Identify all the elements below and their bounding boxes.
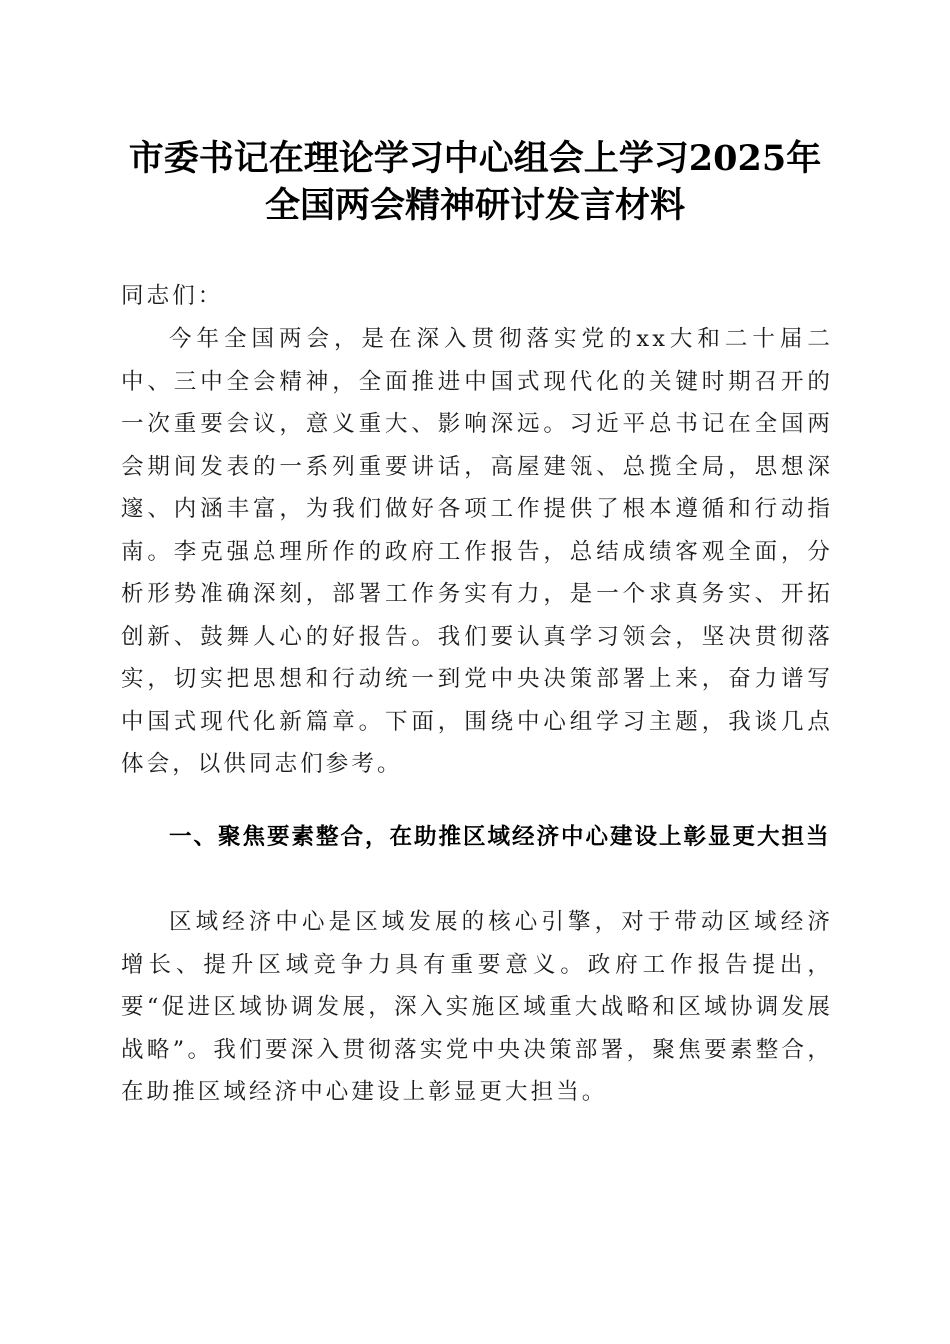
- salutation: 同志们：: [121, 283, 224, 309]
- body-paragraph-1: 今年全国两会，是在深入贯彻落实党的xx大和二十届二中、三中全会精神，全面推进中国式现代化的关键时期召开的一次重要会议，意义重大、影响深远。习近平总书记在全国两会期间发表的一系列重要讲话，高屋建瓴、总揽全局，思想深邃、内涵丰富，为我们做好各项工作提供了根本遵循和行动指南。李克强总理所作的政府工作报告，总结成绩客观全面，分析形势准确深刻，部署工作务实有力，是一个求真务实、开拓创新、鼓舞人心的好报告。我们要认真学习领会，坚决贯彻落实，切实把思想和行动统一到党中央决策部署上来，奋力谱写中国式现代化新篇章。下面，围绕中心组学习主题，我谈几点体会，以供同志们参考。: [121, 326, 833, 777]
- body-paragraph-2: 区域经济中心是区域发展的核心引擎，对于带动区域经济增长、提升区域竞争力具有重要意义。政府工作报告提出，要“促进区域协调发展，深入实施区域重大战略和区域协调发展战略”。我们要深入贯彻落实党中央决策部署，聚焦要素整合，在助推区域经济中心建设上彰显更大担当。: [121, 909, 833, 1105]
- document-title-line-1: 市委书记在理论学习中心组会上学习2025年: [128, 138, 822, 179]
- section-heading-1: 一、聚焦要素整合，在助推区域经济中心建设上彰显更大担当: [169, 824, 831, 850]
- document-title-line-2: 全国两会精神研讨发言材料: [264, 185, 685, 226]
